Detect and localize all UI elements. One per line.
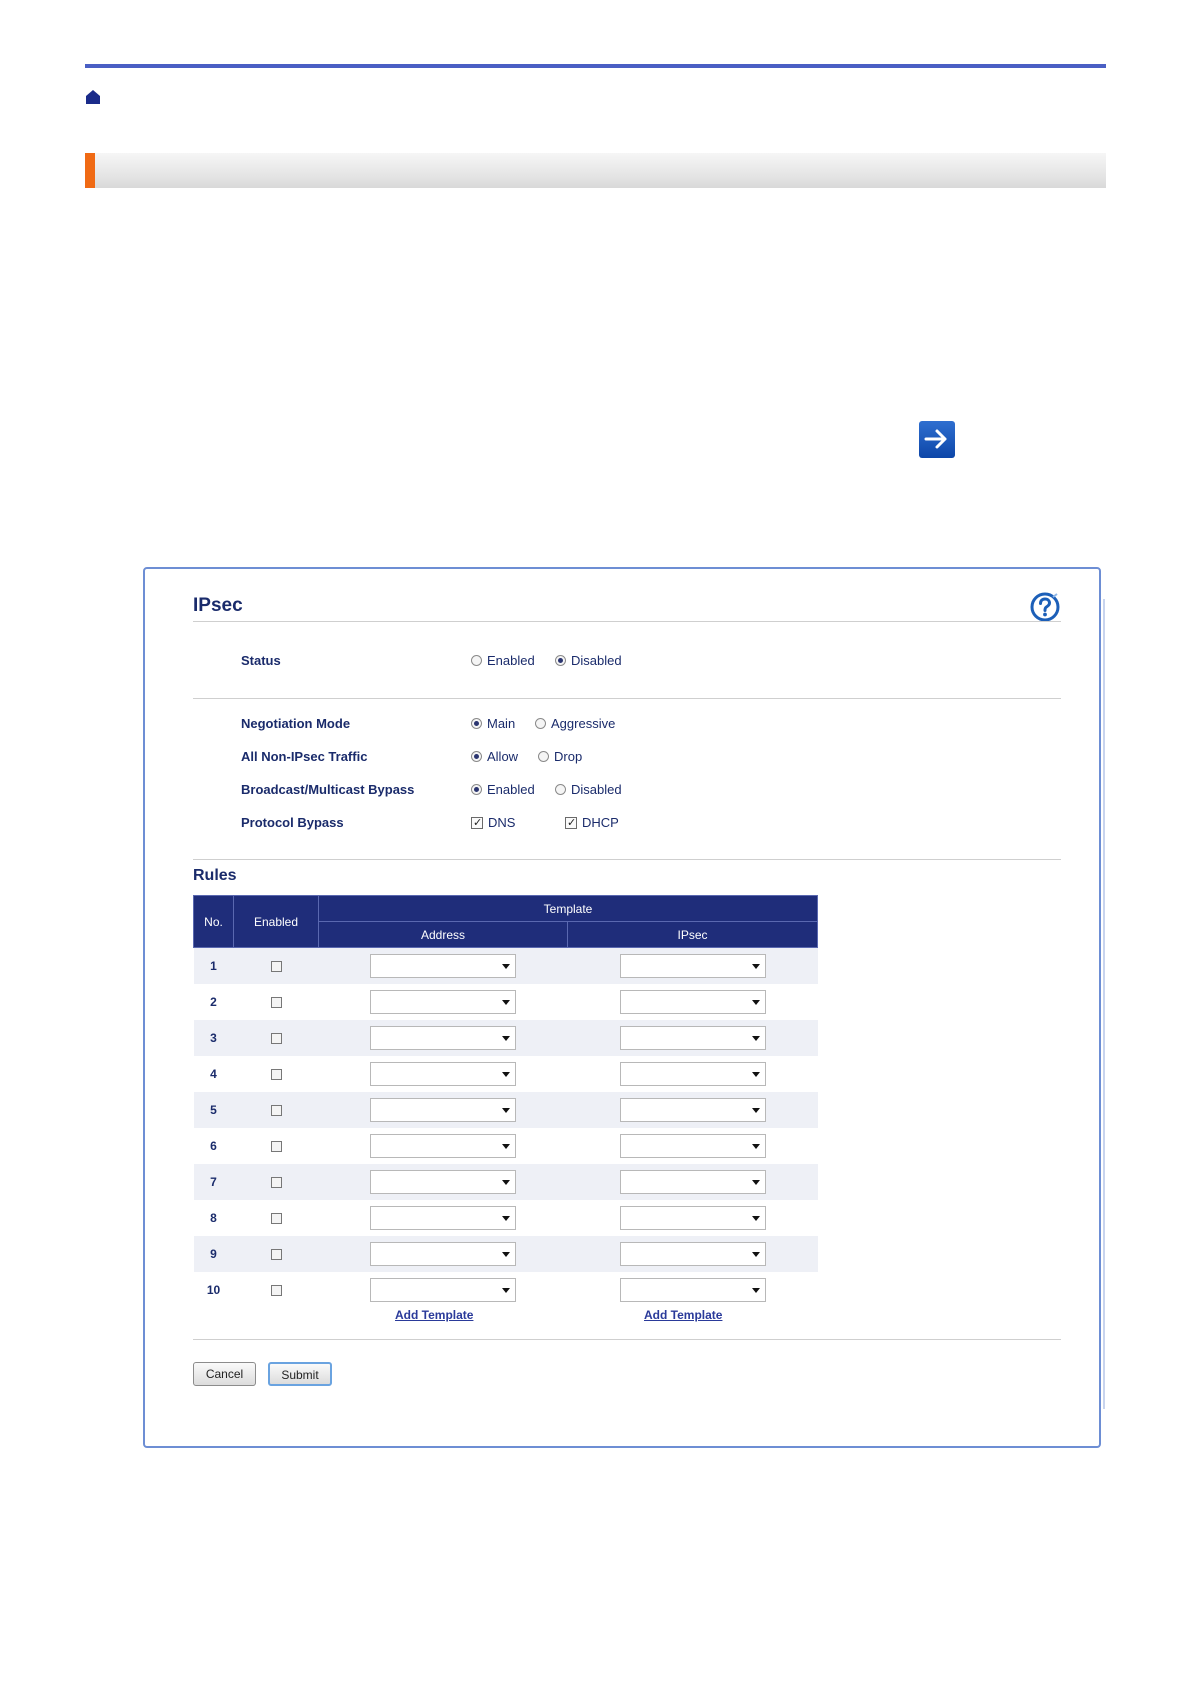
rule-enabled-cell [234, 1128, 319, 1164]
ipsec-screenshot-panel [143, 567, 1101, 1448]
rule-row [194, 948, 818, 984]
rule-row [194, 1236, 818, 1272]
col-header-no: No. [194, 896, 234, 948]
rule-number: 3 [194, 1020, 234, 1056]
non-ipsec-traffic-label: All Non-IPsec Traffic [241, 749, 368, 764]
help-icon[interactable] [1029, 591, 1061, 623]
section-accent [85, 153, 95, 188]
divider [193, 621, 1061, 622]
address-template-select[interactable] [370, 1026, 516, 1050]
col-header-address: Address [319, 922, 568, 948]
add-template-address-link[interactable]: Add Template [395, 1308, 474, 1322]
ipsec-template-select[interactable] [620, 1170, 766, 1194]
divider [193, 1339, 1061, 1340]
negotiation-main-radio[interactable]: Main [471, 716, 515, 731]
broadcast-bypass-label: Broadcast/Multicast Bypass [241, 782, 415, 797]
rule-address-cell [319, 1056, 568, 1092]
address-template-select[interactable] [370, 1242, 516, 1266]
rule-enabled-cell [234, 1020, 319, 1056]
section-heading-bar [85, 153, 1106, 188]
ipsec-template-select[interactable] [620, 1062, 766, 1086]
status-disabled-radio[interactable]: Disabled [555, 653, 622, 668]
top-rule [85, 64, 1106, 68]
rule-address-cell [319, 1272, 568, 1308]
col-header-template: Template [319, 896, 818, 922]
rule-address-cell [319, 1092, 568, 1128]
rule-enabled-checkbox[interactable] [271, 1069, 282, 1080]
radio-button[interactable] [538, 751, 549, 762]
rule-address-cell [319, 1128, 568, 1164]
ipsec-template-select[interactable] [620, 1206, 766, 1230]
col-header-enabled: Enabled [234, 896, 319, 948]
rule-enabled-checkbox[interactable] [271, 1105, 282, 1116]
address-template-select[interactable] [370, 1278, 516, 1302]
rule-enabled-cell [234, 984, 319, 1020]
ipsec-template-select[interactable] [620, 954, 766, 978]
ipsec-template-select[interactable] [620, 990, 766, 1014]
ipsec-template-select[interactable] [620, 1278, 766, 1302]
address-template-select[interactable] [370, 1062, 516, 1086]
protocol-bypass-label: Protocol Bypass [241, 815, 344, 830]
radio-button[interactable] [555, 655, 566, 666]
rule-enabled-checkbox[interactable] [271, 1141, 282, 1152]
ipsec-template-select[interactable] [620, 1134, 766, 1158]
rule-number: 10 [194, 1272, 234, 1308]
rule-enabled-cell [234, 1200, 319, 1236]
traffic-allow-radio[interactable]: Allow [471, 749, 518, 764]
rule-number: 2 [194, 984, 234, 1020]
rule-enabled-cell [234, 948, 319, 984]
rule-ipsec-cell [568, 984, 818, 1020]
rule-number: 1 [194, 948, 234, 984]
rules-body [194, 948, 818, 1308]
rule-ipsec-cell [568, 948, 818, 984]
rules-table [193, 895, 818, 1308]
address-template-select[interactable] [370, 1170, 516, 1194]
rule-number: 7 [194, 1164, 234, 1200]
radio-button[interactable] [555, 784, 566, 795]
radio-button[interactable] [471, 655, 482, 666]
rule-enabled-checkbox[interactable] [271, 1249, 282, 1260]
rule-row [194, 1200, 818, 1236]
rule-enabled-cell [234, 1272, 319, 1308]
rule-ipsec-cell [568, 1020, 818, 1056]
rule-number: 9 [194, 1236, 234, 1272]
add-template-ipsec-link[interactable]: Add Template [644, 1308, 723, 1322]
rule-ipsec-cell [568, 1128, 818, 1164]
cancel-button[interactable]: Cancel [193, 1362, 256, 1386]
negotiation-aggressive-radio[interactable]: Aggressive [535, 716, 615, 731]
rule-ipsec-cell [568, 1272, 818, 1308]
rule-address-cell [319, 1164, 568, 1200]
rule-ipsec-cell [568, 1236, 818, 1272]
rules-title: Rules [193, 867, 237, 884]
rule-address-cell [319, 948, 568, 984]
arrow-right-icon[interactable] [919, 421, 955, 458]
radio-button[interactable] [535, 718, 546, 729]
rule-number: 4 [194, 1056, 234, 1092]
ipsec-template-select[interactable] [620, 1026, 766, 1050]
panel-title: IPsec [193, 595, 243, 616]
rule-row [194, 1092, 818, 1128]
radio-button[interactable] [471, 784, 482, 795]
address-template-select[interactable] [370, 954, 516, 978]
rule-enabled-cell [234, 1164, 319, 1200]
status-label: Status [241, 653, 281, 668]
rule-ipsec-cell [568, 1056, 818, 1092]
rule-row [194, 1164, 818, 1200]
ipsec-template-select[interactable] [620, 1242, 766, 1266]
rule-ipsec-cell [568, 1092, 818, 1128]
status-enabled-radio[interactable]: Enabled [471, 653, 535, 668]
bypass-disabled-radio[interactable]: Disabled [555, 782, 622, 797]
rule-enabled-checkbox[interactable] [271, 997, 282, 1008]
rule-enabled-checkbox[interactable] [271, 1285, 282, 1296]
rule-number: 6 [194, 1128, 234, 1164]
address-template-select[interactable] [370, 1098, 516, 1122]
rule-enabled-checkbox[interactable] [271, 1177, 282, 1188]
submit-button[interactable]: Submit [268, 1362, 332, 1386]
ipsec-template-select[interactable] [620, 1098, 766, 1122]
address-template-select[interactable] [370, 1134, 516, 1158]
traffic-drop-radio[interactable]: Drop [538, 749, 582, 764]
checkbox[interactable] [471, 817, 483, 829]
radio-button[interactable] [471, 718, 482, 729]
col-header-ipsec: IPsec [568, 922, 818, 948]
rule-row [194, 1272, 818, 1308]
rule-enabled-cell [234, 1056, 319, 1092]
rule-enabled-checkbox[interactable] [271, 961, 282, 972]
rule-ipsec-cell [568, 1164, 818, 1200]
rule-enabled-cell [234, 1236, 319, 1272]
rule-ipsec-cell [568, 1200, 818, 1236]
bypass-enabled-radio[interactable]: Enabled [471, 782, 535, 797]
negotiation-mode-label: Negotiation Mode [241, 716, 351, 731]
address-template-select[interactable] [370, 990, 516, 1014]
address-template-select[interactable] [370, 1206, 516, 1230]
rule-address-cell [319, 984, 568, 1020]
divider [193, 859, 1061, 860]
radio-button[interactable] [471, 751, 482, 762]
rule-address-cell [319, 1020, 568, 1056]
rule-number: 8 [194, 1200, 234, 1236]
checkbox[interactable] [565, 817, 577, 829]
rule-address-cell [319, 1236, 568, 1272]
rule-row [194, 1020, 818, 1056]
rule-enabled-cell [234, 1092, 319, 1128]
rule-row [194, 984, 818, 1020]
dhcp-checkbox[interactable]: ✓ DHCP [565, 815, 619, 830]
rule-enabled-checkbox[interactable] [271, 1213, 282, 1224]
home-icon[interactable] [85, 89, 101, 105]
rule-enabled-checkbox[interactable] [271, 1033, 282, 1044]
divider [193, 698, 1061, 699]
rule-row [194, 1056, 818, 1092]
rule-row [194, 1128, 818, 1164]
rule-address-cell [319, 1200, 568, 1236]
dns-checkbox[interactable]: ✓ DNS [471, 815, 515, 830]
rule-number: 5 [194, 1092, 234, 1128]
